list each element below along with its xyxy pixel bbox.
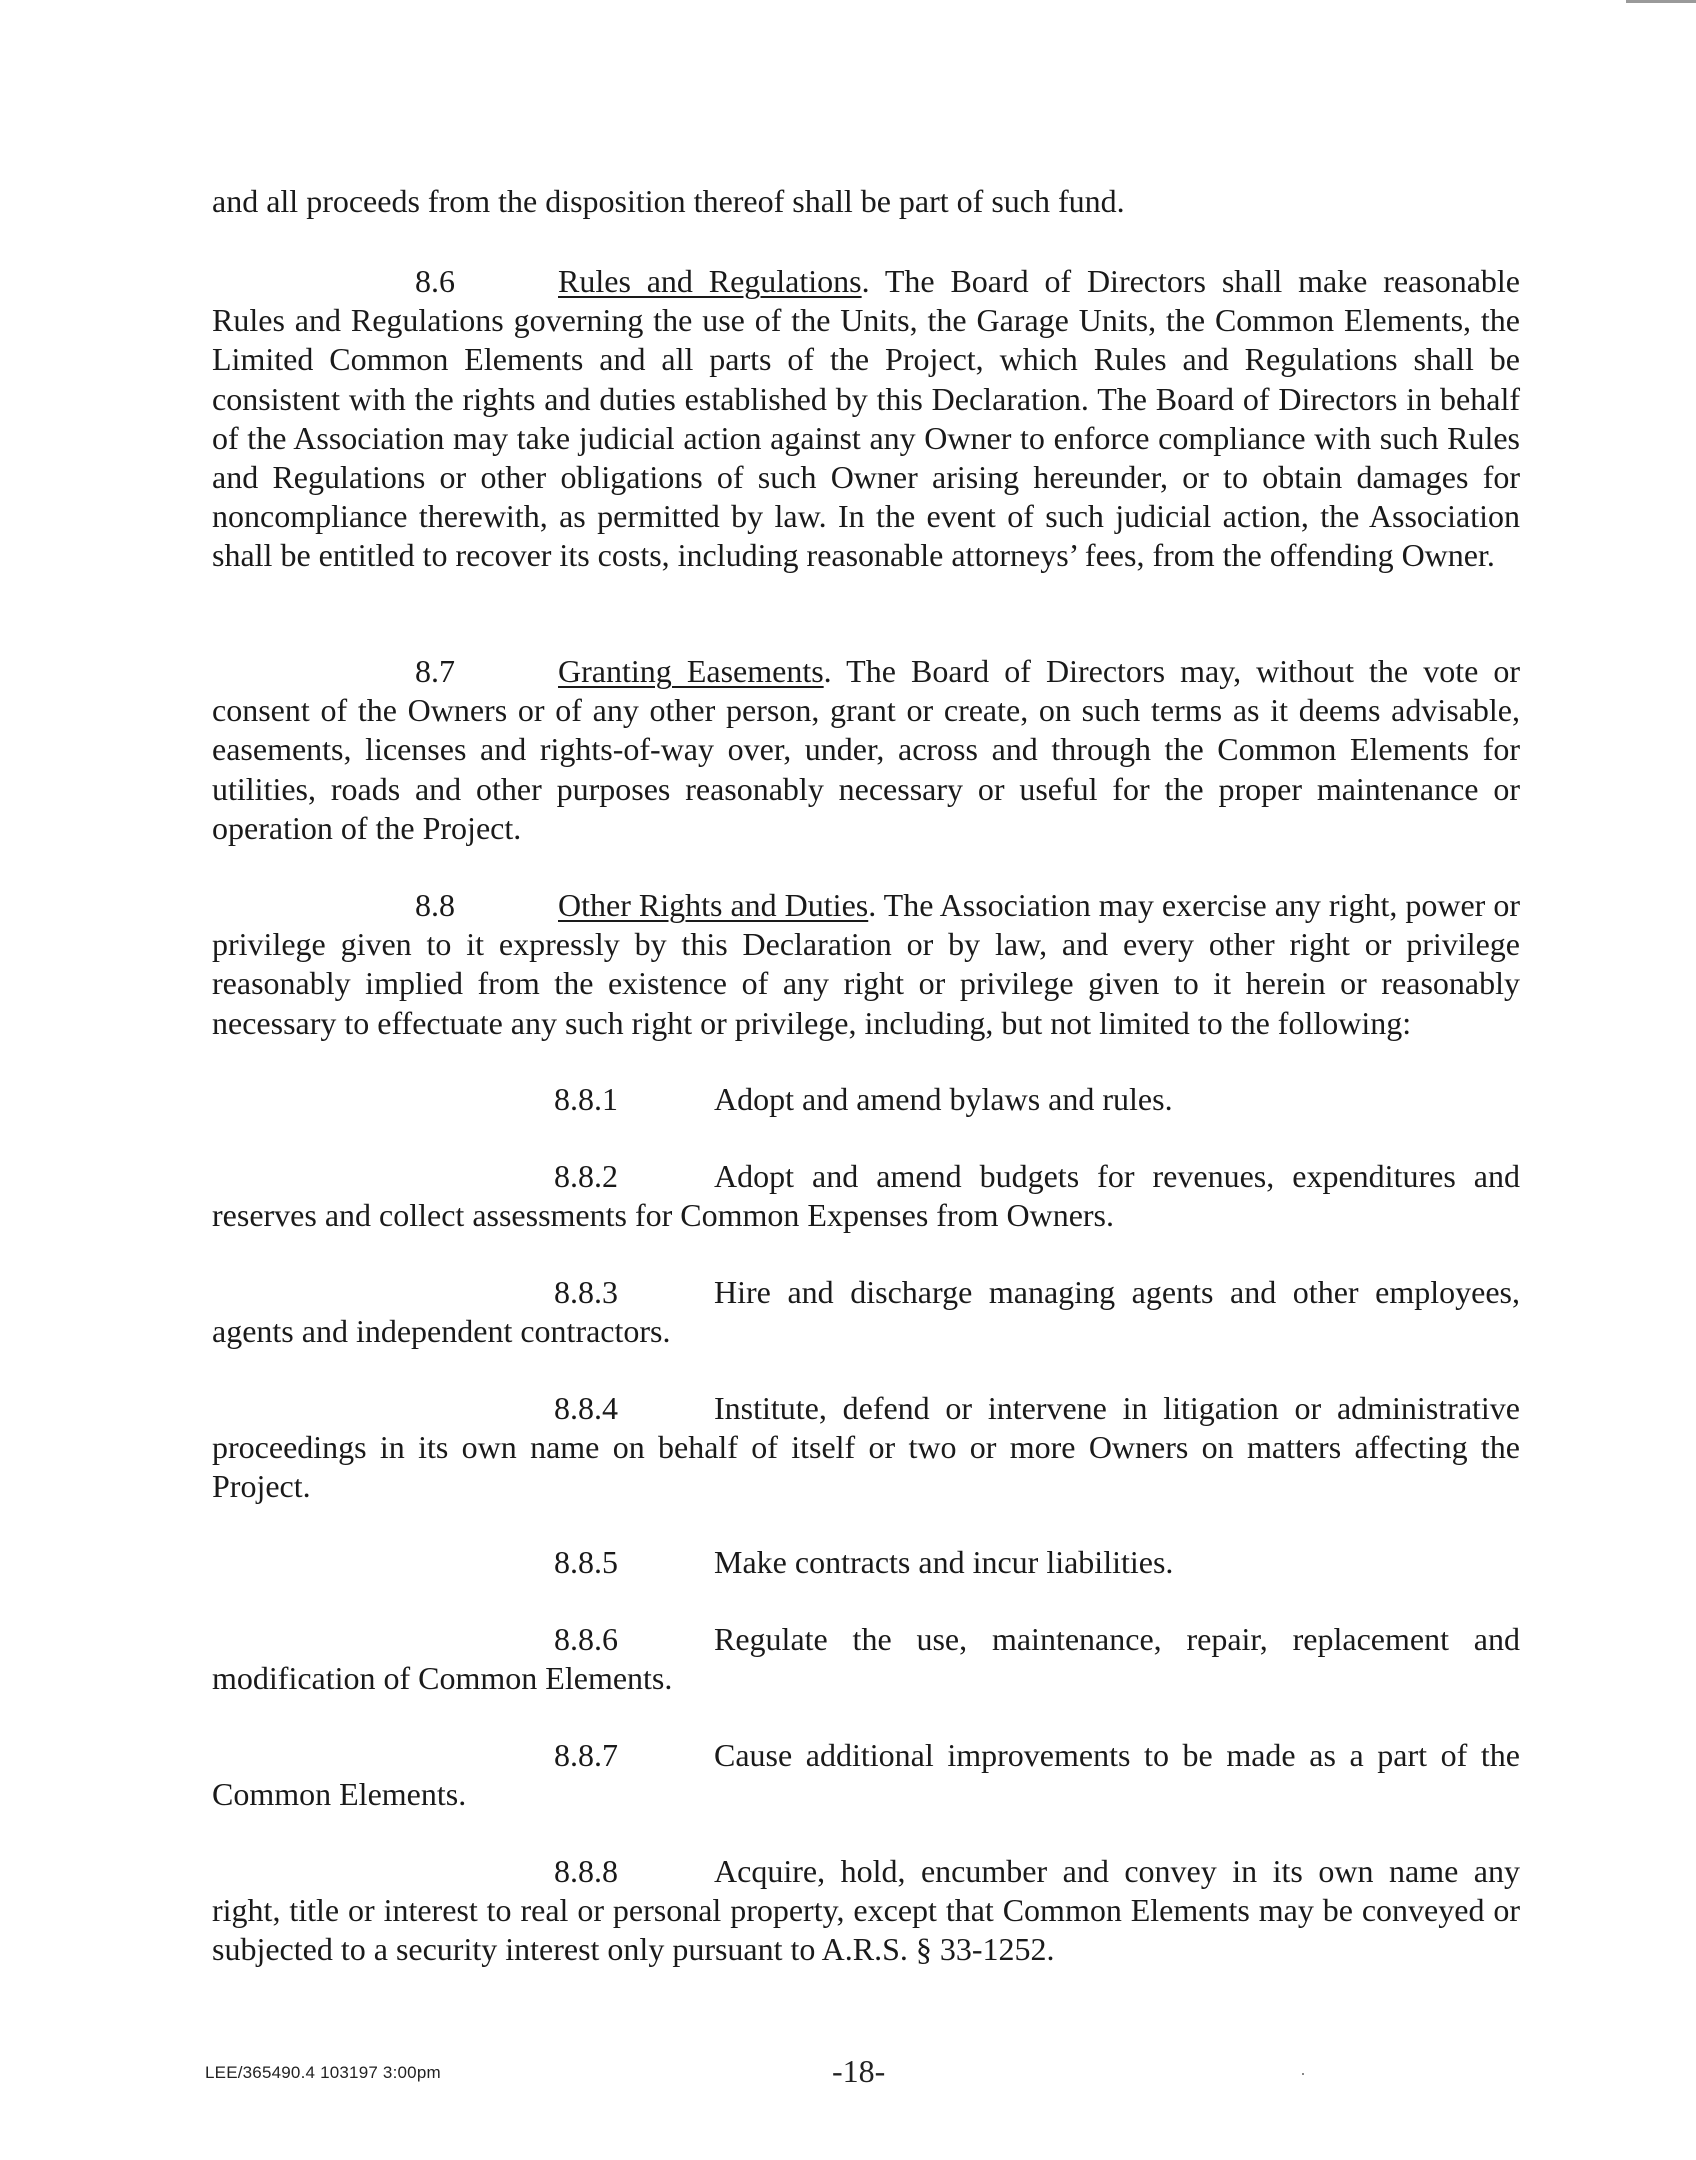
subsection-number: 8.8.7 [554,1737,618,1773]
section-number: 8.6 [415,263,455,299]
subsection-8-8-8 [212,1852,1520,1970]
subsection-text: Adopt and amend bylaws and rules. [714,1081,1173,1117]
subsection-number: 8.8.8 [554,1853,618,1889]
subsection-8-8-5 [212,1543,1520,1582]
subsection-8-8-1 [212,1080,1520,1119]
subsection-number: 8.8.6 [554,1621,618,1657]
section-heading: Rules and Regulations [558,263,862,299]
section-body: . The Association may exercise any right, power or privilege given to it expressly by this Declaration or by law, and every other right or privilege reasonably implied from the existence of any right or privilege given to it herein or reasonably necessary to effectuate any such right or privilege, including, but not limited to the following: [212,887,1521,1041]
subsection-text: Hire and discharge managing agents and other employees, agents and independent contractors. [212,1274,1520,1350]
subsection-8-8-6 [212,1620,1520,1698]
section-8-7 [212,652,1520,848]
footer-page-number: -18- [832,2053,886,2089]
subsection-text: Institute, defend or intervene in litigation or administrative proceedings in its own name on behalf of itself or two or more Owners on matters affecting the Project. [212,1390,1520,1505]
section-number: 8.7 [415,653,455,689]
subsection-8-8-4 [212,1389,1520,1507]
section-8-8 [212,886,1520,1043]
subsection-text: Cause additional improvements to be made as a part of the Common Elements. [212,1737,1520,1813]
subsection-text: Adopt and amend budgets for revenues, expenditures and reserves and collect assessments for Common Expenses from Owners. [212,1158,1520,1234]
subsection-text: Acquire, hold, encumber and convey in its own name any right, title or interest to real or personal property, except that Common Elements may be conveyed or subjected to a security interest only pursuant to A.R.S. § 33-1252. [212,1853,1520,1968]
intro-paragraph [212,182,1520,221]
section-heading: Granting Easements [558,653,824,689]
subsection-8-8-3 [212,1273,1520,1351]
intro-text: and all proceeds from the disposition thereof shall be part of such fund. [212,183,1125,219]
subsection-8-8-2 [212,1157,1520,1235]
section-8-6 [212,262,1520,576]
subsection-number: 8.8.3 [554,1274,618,1310]
subsection-text: Regulate the use, maintenance, repair, replacement and modification of Common Elements. [212,1621,1520,1697]
subsection-text: Make contracts and incur liabilities. [714,1544,1174,1580]
section-body: . The Board of Directors may, without the vote or consent of the Owners or of any other person, grant or create, on such terms as it deems advisable, easements, licenses and rights-of-way over, under, across and through the Common Elements for utilities, roads and other purposes reasonably necessary or useful for the proper maintenance or operation of the Project. [212,653,1521,846]
scan-edge-mark [1626,0,1696,3]
footer-document-id: LEE/365490.4 103197 3:00pm [205,2063,441,2082]
scan-speck [1302,2073,1304,2075]
subsection-8-8-7 [212,1736,1520,1814]
subsection-number: 8.8.1 [554,1081,618,1117]
subsection-number: 8.8.5 [554,1544,618,1580]
section-body: . The Board of Directors shall make reasonable Rules and Regulations governing the use of the Units, the Garage Units, the Common Elements, the Limited Common Elements and all parts of the Project, which Rules and Regulations shall be consistent with the rights and duties established by this Declaration. The Board of Directors in behalf of the Association may take judicial action against any Owner to enforce compliance with such Rules and Regulations or other obligations of such Owner arising hereunder, or to obtain damages for noncompliance therewith, as permitted by law. In the event of such judicial action, the Association shall be entitled to recover its costs, including reasonable attorneys’ fees, from the offending Owner. [212,263,1521,574]
section-number: 8.8 [415,887,455,923]
subsection-number: 8.8.4 [554,1390,618,1426]
section-heading: Other Rights and Duties [558,887,869,923]
subsection-number: 8.8.2 [554,1158,618,1194]
